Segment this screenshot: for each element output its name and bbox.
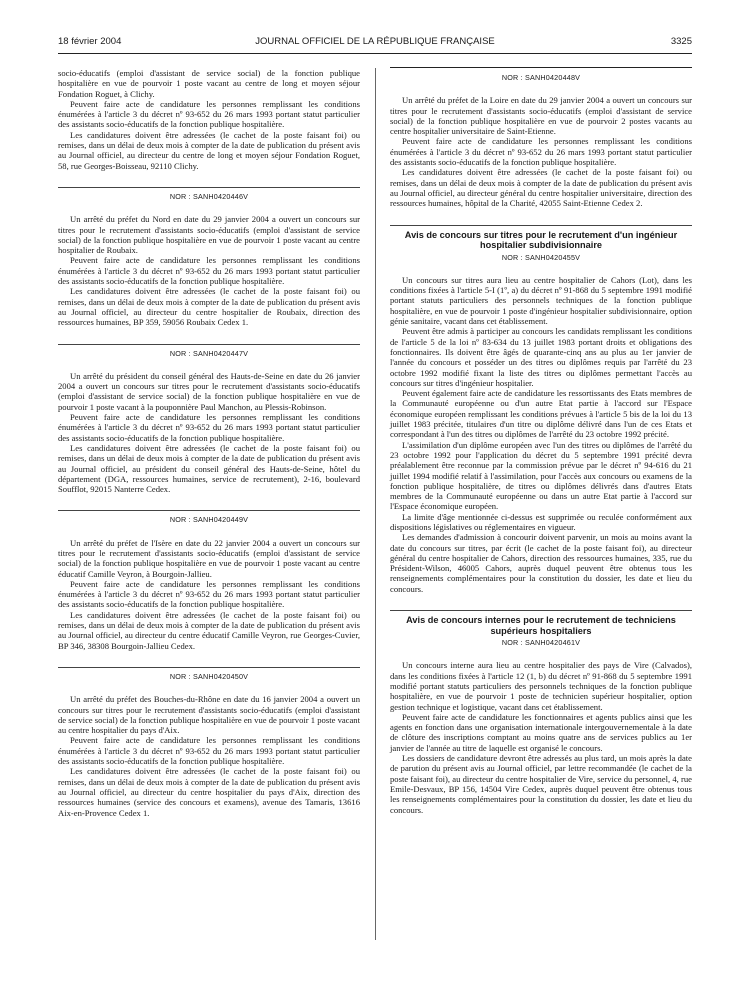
paragraph: Un concours interne aura lieu au centre hospitalier des pays de Vire (Calvados), dans les conditions fixées à l'article 12 (1, b) du décret nº 91-868 du 5 septembre 1991 modifié portant statuts particuliers des personnels techniques de la fonction publique hospitalière, en vue de pourvoir 1 poste de technicien supérieur hospitalier, option gestion technique et logistique, vacant dans cet établissement. [390, 660, 692, 712]
nor-reference: NOR : SANH0420448V [501, 73, 581, 82]
section-title: Avis de concours internes pour le recrutement de techniciens supérieurs hospitaliers [406, 615, 676, 636]
header-page-number: 3325 [670, 36, 692, 47]
paragraph: Les candidatures doivent être adressées (le cachet de la poste faisant foi) ou remises, dans un délai de deux mois à compter de la date de publication du présent avis au Journal officiel, au président du conseil général des Hauts-de-Seine, hôtel du département (DGA, ressources humaines, service de recrutement), 2-16, boulevard Soufflot, 92015 Nanterre Cedex. [58, 442, 360, 495]
section-separator [390, 67, 692, 68]
nor-reference: NOR : SANH0420450V [169, 671, 249, 681]
paragraph: Un concours sur titres aura lieu au centre hospitalier de Cahors (Lot), dans les conditions fixées à l'article 5-I (1º, a) du décret nº 91-868 du 5 septembre 1991 modifié portant statuts particuliers des personnels techniques de la fonction publique hospitalière, en vue de pourvoir 1 poste d'ingénieur hospitalier subdivisionnaire, option génie sanitaire, vacant dans cet établissement. [390, 274, 692, 327]
page-header [58, 36, 692, 50]
paragraph: Les candidatures doivent être adressées (le cachet de la poste faisant foi) ou remises, dans un délai de deux mois à compter de la date de publication du présent avis au Journal officiel, au directeur du centre hospitalier du pays d'Aix, direction des ressources humaines (service des concours et examens), avenue des Tamaris, 13616 Aix-en-Provence Cedex 1. [58, 766, 360, 818]
paragraph: Peuvent faire acte de candidature les personnes remplissant les conditions énumérées à l'article 3 du décret nº 93-652 du 26 mars 1993 portant statut particulier des assistants socio-éducatifs de la fonction publique hospitalière. [58, 578, 360, 610]
nor-reference: NOR : SANH0420461V [501, 638, 581, 648]
section-separator [58, 344, 360, 345]
paragraph: Peuvent faire acte de candidature les personnes remplissant les conditions énumérées à l'article 3 du décret nº 93-652 du 26 mars 1993 portant statut particulier des assistants socio-éducatifs de la fonction publique hospitalière. [390, 136, 692, 168]
paragraph: Les demandes d'admission à concourir doivent parvenir, un mois au moins avant la date du concours sur titres, par écrit (le cachet de la poste faisant foi), au directeur général du centre hospitalier de Cahors, direction des ressources humaines, 335, rue du Président-Wilson, 46005 Cahors, auprès duquel peuvent être obtenus tous les renseignements complémentaires pour la constitution du dossier, les date et lieu du concours. [390, 532, 692, 594]
section-separator [390, 610, 692, 611]
paragraph: Les candidatures doivent être adressées (le cachet de la poste faisant foi) ou remises, dans un délai de deux mois à compter de la date de publication du présent avis au Journal officiel, au directeur du centre de long et moyen séjour Fondation Roguet, 58, rue Georges-Boisseau, 92110 Clichy. [58, 129, 360, 171]
paragraph: Un arrêté du préfet de la Loire en date du 29 janvier 2004 a ouvert un concours sur titres pour le recrutement d'assistants socio-éducatifs (emploi d'assistant de service social) de la fonction publique hospitalière en vue de pourvoir 2 postes vacants au centre hospitalier universitaire de Saint-Etienne. [390, 95, 692, 137]
header-rule [58, 53, 692, 54]
paragraph: Les candidatures doivent être adressées (le cachet de la poste faisant foi) ou remises, dans un délai de deux mois à compter de la date de publication du présent avis au Journal officiel, au directeur du centre hospitalier de Roubaix, direction des ressources humaines, BP 359, 59056 Roubaix Cedex 1. [58, 286, 360, 328]
column-divider [375, 68, 376, 940]
nor-reference: NOR : SANH0420455V [501, 252, 581, 262]
paragraph: La limite d'âge mentionnée ci-dessus est supprimée ou reculée conformément aux dispositions législatives ou réglementaires en vigueur. [390, 511, 692, 532]
section-title: Avis de concours sur titres pour le recrutement d'un ingénieur hospitalier subdivisionnaire [404, 229, 678, 251]
header-journal-title: JOURNAL OFFICIEL DE LA RÉPUBLIQUE FRANÇAISE [255, 36, 495, 47]
section-separator [58, 187, 360, 188]
paragraph: Un arrêté du président du conseil général des Hauts-de-Seine en date du 26 janvier 2004 a ouvert un concours sur titres pour le recrutement d'assistants socio-éducatifs (emploi d'assistant de service social) de la fonction publique hospitalière en vue de pourvoir 1 poste vacant à la pouponnière Paul Manchon, au Plessis-Robinson. [58, 370, 360, 412]
paragraph: Peuvent faire acte de candidature les fonctionnaires et agents publics ainsi que les agents en fonction dans une organisation internationale intergouvernementale à la date de clôture des inscriptions comptant au moins quatre ans de services publics au 1er janvier de l'année au titre de laquelle est organisé le concours. [390, 711, 692, 753]
section-separator [390, 225, 692, 226]
left-column [58, 68, 360, 818]
paragraph: Les candidatures doivent être adressées (le cachet de la poste faisant foi) ou remises, dans un délai de deux mois à compter de la date de publication du présent avis au Journal officiel, au directeur général du centre hospitalier universitaire, direction des ressources humaines, hôpital de la Charité, 42055 Saint-Etienne Cedex 2. [390, 167, 692, 209]
paragraph: Les dossiers de candidature devront être adressés au plus tard, un mois après la date de parution du présent avis au Journal officiel, par lettre recommandée (le cachet de la poste faisant foi), au directeur du centre hospitalier de Vire, service du personnel, 4, rue Emile-Desvaux, BP 156, 14504 Vire Cedex, auprès duquel peuvent être obtenus tous les renseignements complémentaires pour la constitution du dossier, les date et lieu du concours. [390, 753, 692, 815]
paragraph: Les candidatures doivent être adressées (le cachet de la poste faisant foi) ou remises, dans un délai de deux mois à compter de la date de publication du présent avis au Journal officiel, au directeur du centre éducatif Camille Veyron, rue Georges-Cuvier, BP 346, 38308 Bourgoin-Jallieu Cedex. [58, 609, 360, 651]
paragraph: Un arrêté du préfet des Bouches-du-Rhône en date du 16 janvier 2004 a ouvert un concours sur titres pour le recrutement d'assistants socio-éducatifs (emploi d'assistant de service social) de la fonction publique hospitalière en vue de pourvoir 1 poste vacant au centre hospitalier du pays d'Aix. [58, 694, 360, 736]
paragraph: Peuvent faire acte de candidature les personnes remplissant les conditions énumérées à l'article 3 du décret nº 93-652 du 26 mars 1993 portant statut particulier des assistants socio-éducatifs de la fonction publique hospitalière. [58, 255, 360, 287]
paragraph: Peuvent faire acte de candidature les personnes remplissant les conditions énumérées à l'article 3 du décret nº 93-652 du 26 mars 1993 portant statut particulier des assistants socio-éducatifs de la fonction publique hospitalière. [58, 735, 360, 767]
paragraph: Peuvent également faire acte de candidature les ressortissants des Etats membres de la Communauté européenne ou d'un autre Etat partie à l'accord sur l'Espace économique européen remplissant les conditions prévues à l'article 5 bis de la loi du 13 juillet 1983 précitée, titulaires d'un titre ou diplôme délivré dans l'un de ces Etats et correspondant à l'un des titres ou diplômes de l'arrêté du 23 octobre 1992 précité. [390, 388, 692, 440]
paragraph: socio-éducatifs (emploi d'assistant de service social) de la fonction publique hospitalière en vue de pourvoir 1 poste vacant au centre de long et moyen séjour Fondation Roguet, à Clichy. [58, 68, 360, 99]
paragraph: Un arrêté du préfet de l'Isère en date du 22 janvier 2004 a ouvert un concours sur titres pour le recrutement d'assistants socio-éducatifs (emploi d'assistant de service social) de la fonction publique hospitalière en vue de pourvoir 1 poste vacant au centre éducatif Camille Veyron, à Bourgoin-Jallieu. [58, 537, 360, 579]
section-separator [58, 510, 360, 511]
paragraph: L'assimilation d'un diplôme européen avec l'un des titres ou diplômes de l'arrêté du 23 octobre 1992 pour l'application du décret du 5 septembre 1991 précité devra préalablement être reconnue par la commission prévue par le décret nº 94-616 du 21 juillet 1994 modifié relatif à l'assimilation, pour l'accès aux concours ou examens de la fonction publique hospitalière, de titres ou diplômes délivrés dans d'autres Etats membres de la Communauté européenne ou dans un autre Etat partie à l'accord sur l'Espace économique européen. [390, 439, 692, 512]
paragraph: Peuvent faire acte de candidature les personnes remplissant les conditions énumérées à l'article 3 du décret nº 93-652 du 26 mars 1993 portant statut particulier des assistants socio-éducatifs de la fonction publique hospitalière. [58, 98, 360, 130]
header-date: 18 février 2004 [58, 36, 122, 47]
paragraph: Peuvent faire acte de candidature les personnes remplissant les conditions énumérées à l'article 3 du décret nº 93-652 du 26 mars 1993 portant statut particulier des assistants socio-éducatifs de la fonction publique hospitalière. [58, 412, 360, 443]
nor-reference: NOR : SANH0420449V [169, 515, 249, 525]
right-column [390, 73, 692, 815]
paragraph: Peuvent être admis à participer au concours les candidats remplissant les conditions de l'article 5 de la loi nº 83-634 du 13 juillet 1983 portant droits et obligations des fonctionnaires. Ils doivent être âgés de quarante-cinq ans au plus au 1er janvier de l'année du concours et posséder un des titres ou diplômes requis par l'arrêté du 23 octobre 1992 modifié fixant la liste des titres ou diplômes permettant l'accès au concours sur titres d'ingénieur hospitalier. [390, 326, 692, 388]
section-separator [58, 667, 360, 668]
nor-reference: NOR : SANH0420447V [169, 348, 249, 358]
nor-reference: NOR : SANH0420446V [169, 191, 249, 201]
paragraph: Un arrêté du préfet du Nord en date du 29 janvier 2004 a ouvert un concours sur titres pour le recrutement d'assistants socio-éducatifs (emploi d'assistant de service social) de la fonction publique hospitalière en vue de pourvoir 1 poste vacant au centre hospitalier de Roubaix. [58, 214, 360, 256]
